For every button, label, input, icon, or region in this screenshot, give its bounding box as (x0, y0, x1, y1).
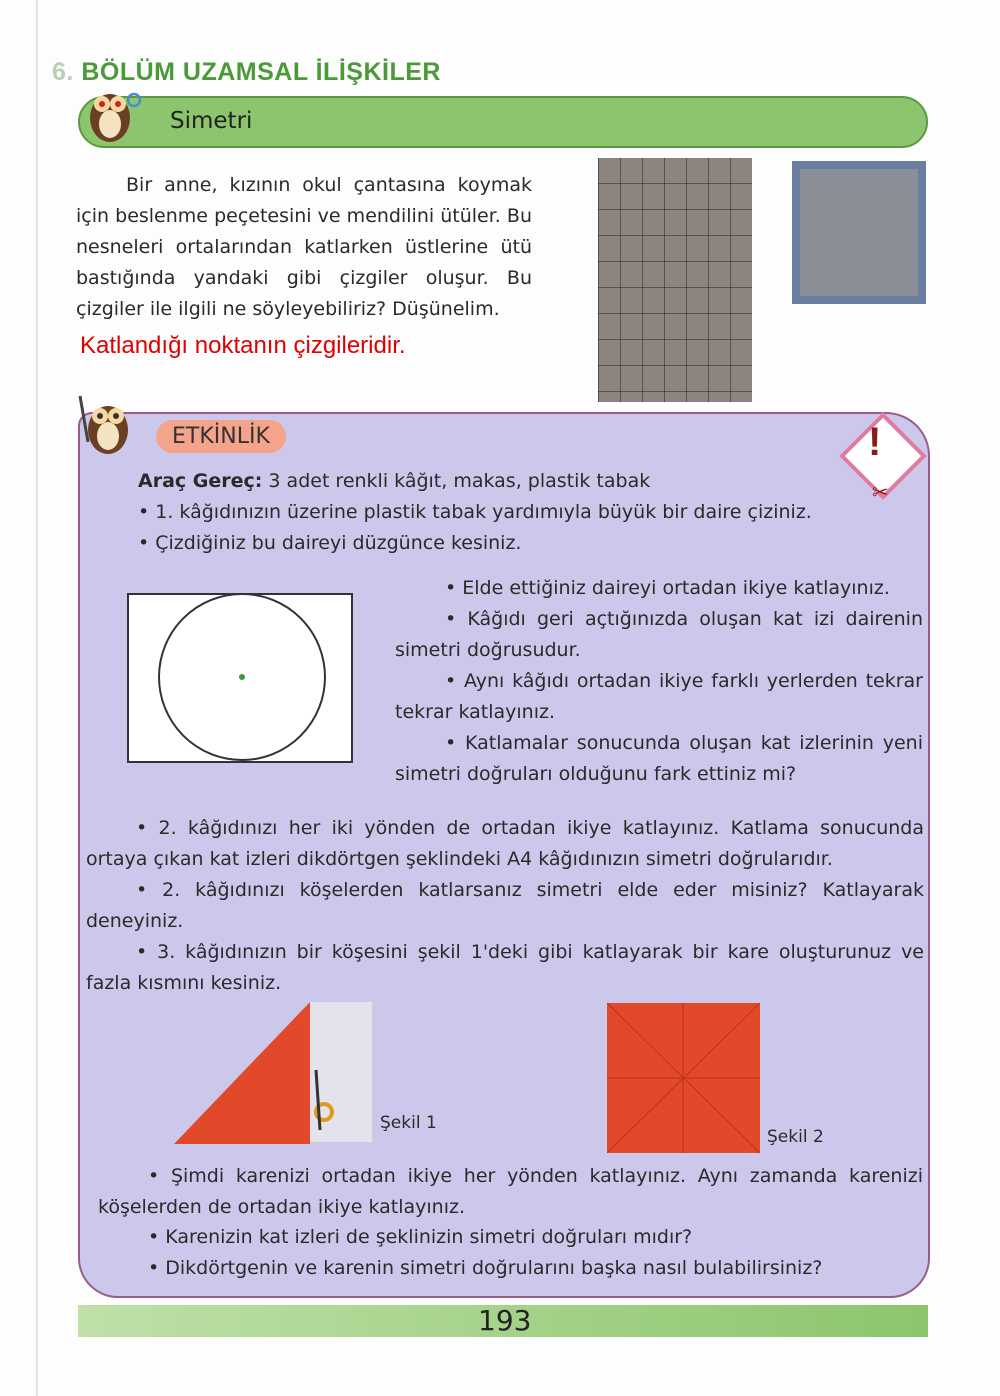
circle-step-3: • Aynı kâğıdı ortadan ikiye farklı yerlerden tekrar tekrar katlayınız. (395, 670, 923, 723)
mid-step-2: • 2. kâğıdınızı köşelerden katlarsanız simetri elde eder misiniz? Katlayarak deneyiniz. (86, 879, 924, 932)
figure-1-folded-paper (174, 1000, 374, 1146)
handwritten-answer: Katlandığı noktanın çizgileridir. (80, 332, 406, 359)
bottom-step-2: • Karenizin kat izleri de şeklinizin simetri doğruları mıdır? (148, 1226, 693, 1248)
napkin-photo (598, 158, 752, 402)
bottom-step-3: • Dikdörtgenin ve karenin simetri doğrularını başka nasıl bulabilirsiniz? (148, 1257, 823, 1279)
page-margin (36, 0, 38, 1396)
mid-step-1: • 2. kâğıdınızı her iki yönden de ortadan ikiye katlayınız. Katlama sonucunda ortaya çıkan kat izleri dikdörtgen şeklindeki A4 kâğıdınızın simetri doğrularıdır. (86, 817, 924, 870)
circle-step-4: • Katlamalar sonucunda oluşan kat izlerinin yeni simetri doğruları olduğunu fark ettiniz mi? (395, 732, 923, 785)
figure-2-label: Şekil 2 (767, 1127, 824, 1147)
owl-pencil-icon (76, 392, 136, 456)
activity-badge: ETKİNLİK (156, 420, 286, 453)
circle-step-1: • Elde ettiğiniz daireyi ortadan ikiye katlayınız. (445, 577, 890, 599)
intro-paragraph: Bir anne, kızının okul çantasına koymak için beslenme peçetesini ve mendilini ütüler. Bu nesneleri ortalarından katlarken üstlerine ütü bastığında yandaki gibi çizgiler oluşur. Bu çizgiler ile ilgili ne söyleyebiliriz? Düşünelim. (76, 174, 532, 320)
step-1: • 1. kâğıdınızın üzerine plastik tabak yardımıyla büyük bir daire çiziniz. (138, 501, 812, 523)
owl-magnifier-icon (82, 80, 142, 144)
step-2: • Çizdiğiniz bu daireyi düzgünce kesiniz. (138, 532, 522, 554)
exclamation-icon: ! (868, 420, 882, 464)
bottom-step-1: • Şimdi karenizi ortadan ikiye her yönden katlayınız. Aynı zamanda karenizi köşelerden de ortadan ikiye katlayınız. (98, 1165, 923, 1218)
mid-step-3: • 3. kâğıdınızın bir köşesini şekil 1'deki gibi katlayarak bir kare oluşturunuz ve fazla kısmını kesiniz. (86, 941, 924, 994)
handkerchief-photo (792, 161, 926, 304)
circle-step-2: • Kâğıdı geri açtığınızda oluşan kat izi dairenin simetri doğrusudur. (395, 608, 923, 661)
section-title: Simetri (170, 108, 253, 134)
figure-2-square-paper (607, 1003, 760, 1153)
page-number: 193 (478, 1304, 532, 1337)
scissors-icon: ✂ (872, 480, 889, 504)
chapter-heading: 6. BÖLÜM UZAMSAL İLİŞKİLER (52, 58, 441, 86)
circle-figure (127, 593, 353, 763)
figure-1-label: Şekil 1 (380, 1113, 437, 1133)
materials-line: Araç Gereç: 3 adet renkli kâğıt, makas, plastik tabak (138, 470, 651, 492)
